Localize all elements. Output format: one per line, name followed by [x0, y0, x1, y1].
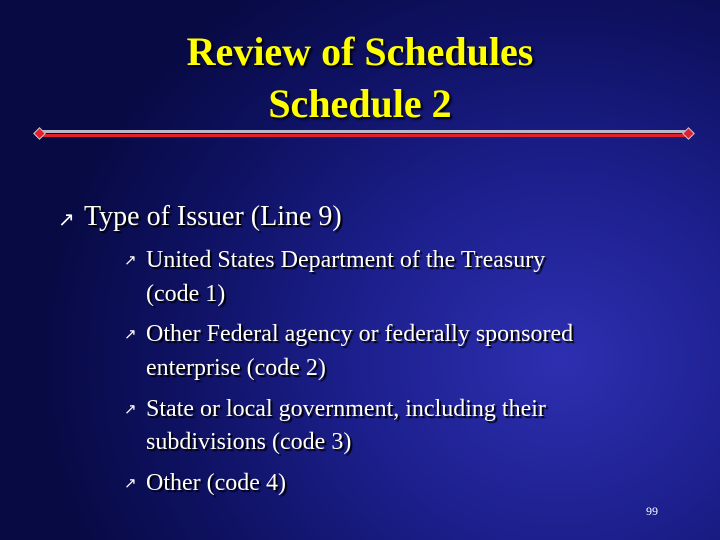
- title-line-1: Review of Schedules: [186, 29, 534, 74]
- sub-bullet-code-1-line-1: United States Department of the Treasury: [146, 247, 546, 273]
- sub-bullet-code-2-line-1: Other Federal agency or federally sponsored: [146, 321, 574, 347]
- arrow-up-right-icon: ↗: [124, 251, 137, 269]
- divider-line-grey: [40, 130, 688, 133]
- bullet-type-of-issuer: Type of Issuer (Line 9): [84, 201, 342, 232]
- arrow-up-right-icon: ↗: [124, 325, 137, 343]
- page-number: 99: [646, 504, 658, 518]
- arrow-up-right-icon: ↗: [58, 207, 75, 231]
- title-divider: [36, 129, 692, 139]
- sub-bullet-code-3-line-1: State or local government, including their: [146, 396, 546, 422]
- arrow-up-right-icon: ↗: [124, 474, 137, 492]
- sub-bullet-code-1-line-2: (code 1): [146, 281, 226, 307]
- title-line-2: Schedule 2: [268, 81, 452, 126]
- slide-title: [0, 26, 720, 130]
- sub-bullet-code-2-line-2: enterprise (code 2): [146, 355, 326, 381]
- sub-bullet-code-4: Other (code 4): [146, 470, 286, 496]
- arrow-up-right-icon: ↗: [124, 400, 137, 418]
- divider-line-red: [40, 134, 688, 137]
- sub-bullet-code-3-line-2: subdivisions (code 3): [146, 429, 352, 455]
